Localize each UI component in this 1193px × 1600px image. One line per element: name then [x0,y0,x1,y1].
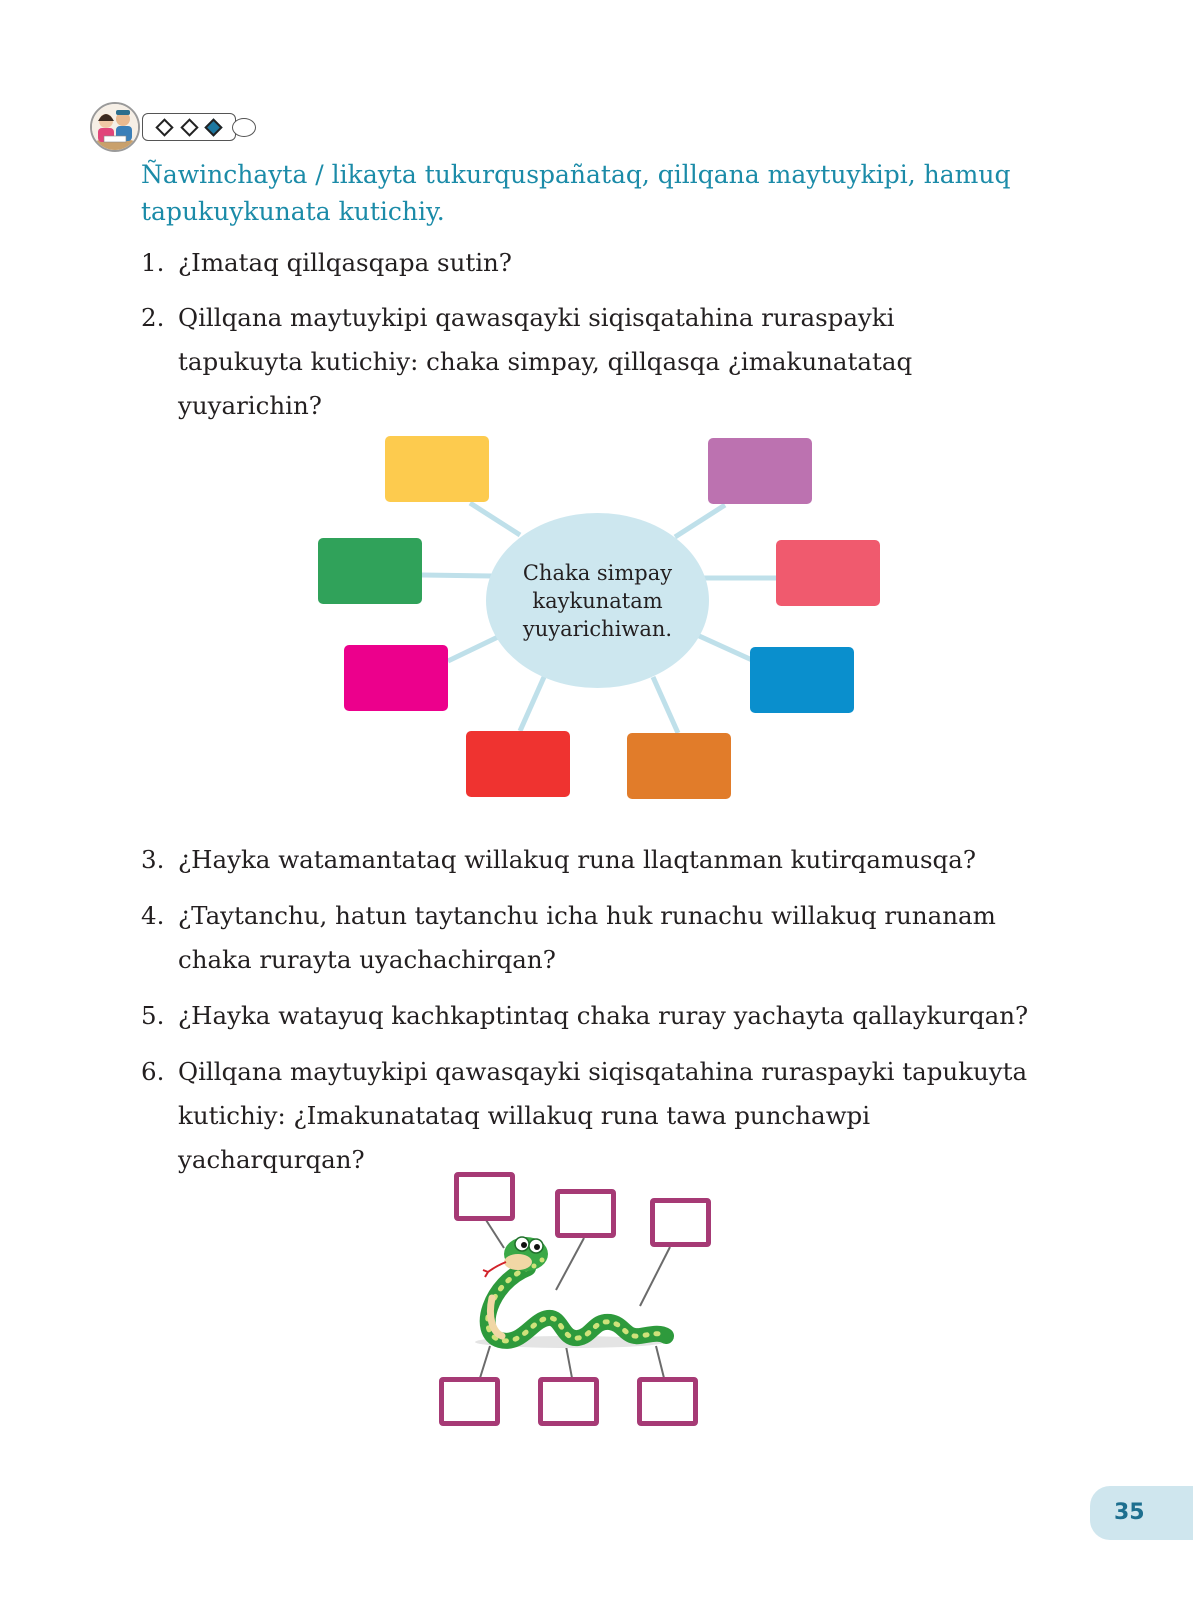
question-text: ¿Hayka watayuq kachkaptintaq chaka ruray yachayta qallaykurqan? [178,1001,1029,1030]
answer-frame-bottom-3 [637,1377,698,1426]
answer-frame-bottom-1 [439,1377,500,1426]
page-number: 35 [1090,1486,1193,1540]
question-number: 2. [141,303,165,332]
question-text: ¿Hayka watamantataq willakuq runa llaqtanman kutirqamusqa? [178,845,976,874]
question-text: ¿Taytanchu, hatun taytanchu icha huk runachu willakuq runanam chaka rurayta uyachachirqan? [178,901,996,974]
instruction-text: Ñawinchayta / likayta tukurquspañataq, qillqana maytuykipi, hamuq tapukuykunata kutichiy. [141,160,1011,226]
spider-center-text: Chaka simpay kaykunatam yuyarichiwan. [522,560,673,641]
answer-frame-bottom-2 [538,1377,599,1426]
question-text: ¿Imataq qillqasqapa sutin? [178,248,512,277]
question-text: Qillqana maytuykipi qawasqayki siqisqatahina ruraspayki tapukuyta kutichiy: chaka simpay, qillqasqa ¿imakunatataq yuyarichin? [178,303,913,420]
question-number: 5. [141,1001,165,1030]
answer-frame-top-1 [454,1172,515,1221]
question-number: 4. [141,901,165,930]
green-snake-icon [470,1228,675,1353]
question-text: Qillqana maytuykipi qawasqayki siqisqatahina ruraspayki tapukuyta kutichiy: ¿Imakunatataq willakuq runa tawa punchawpi yacharqurqan? [178,1057,1028,1174]
question-number: 1. [141,248,165,277]
question-number: 6. [141,1057,165,1086]
question-number: 3. [141,845,165,874]
